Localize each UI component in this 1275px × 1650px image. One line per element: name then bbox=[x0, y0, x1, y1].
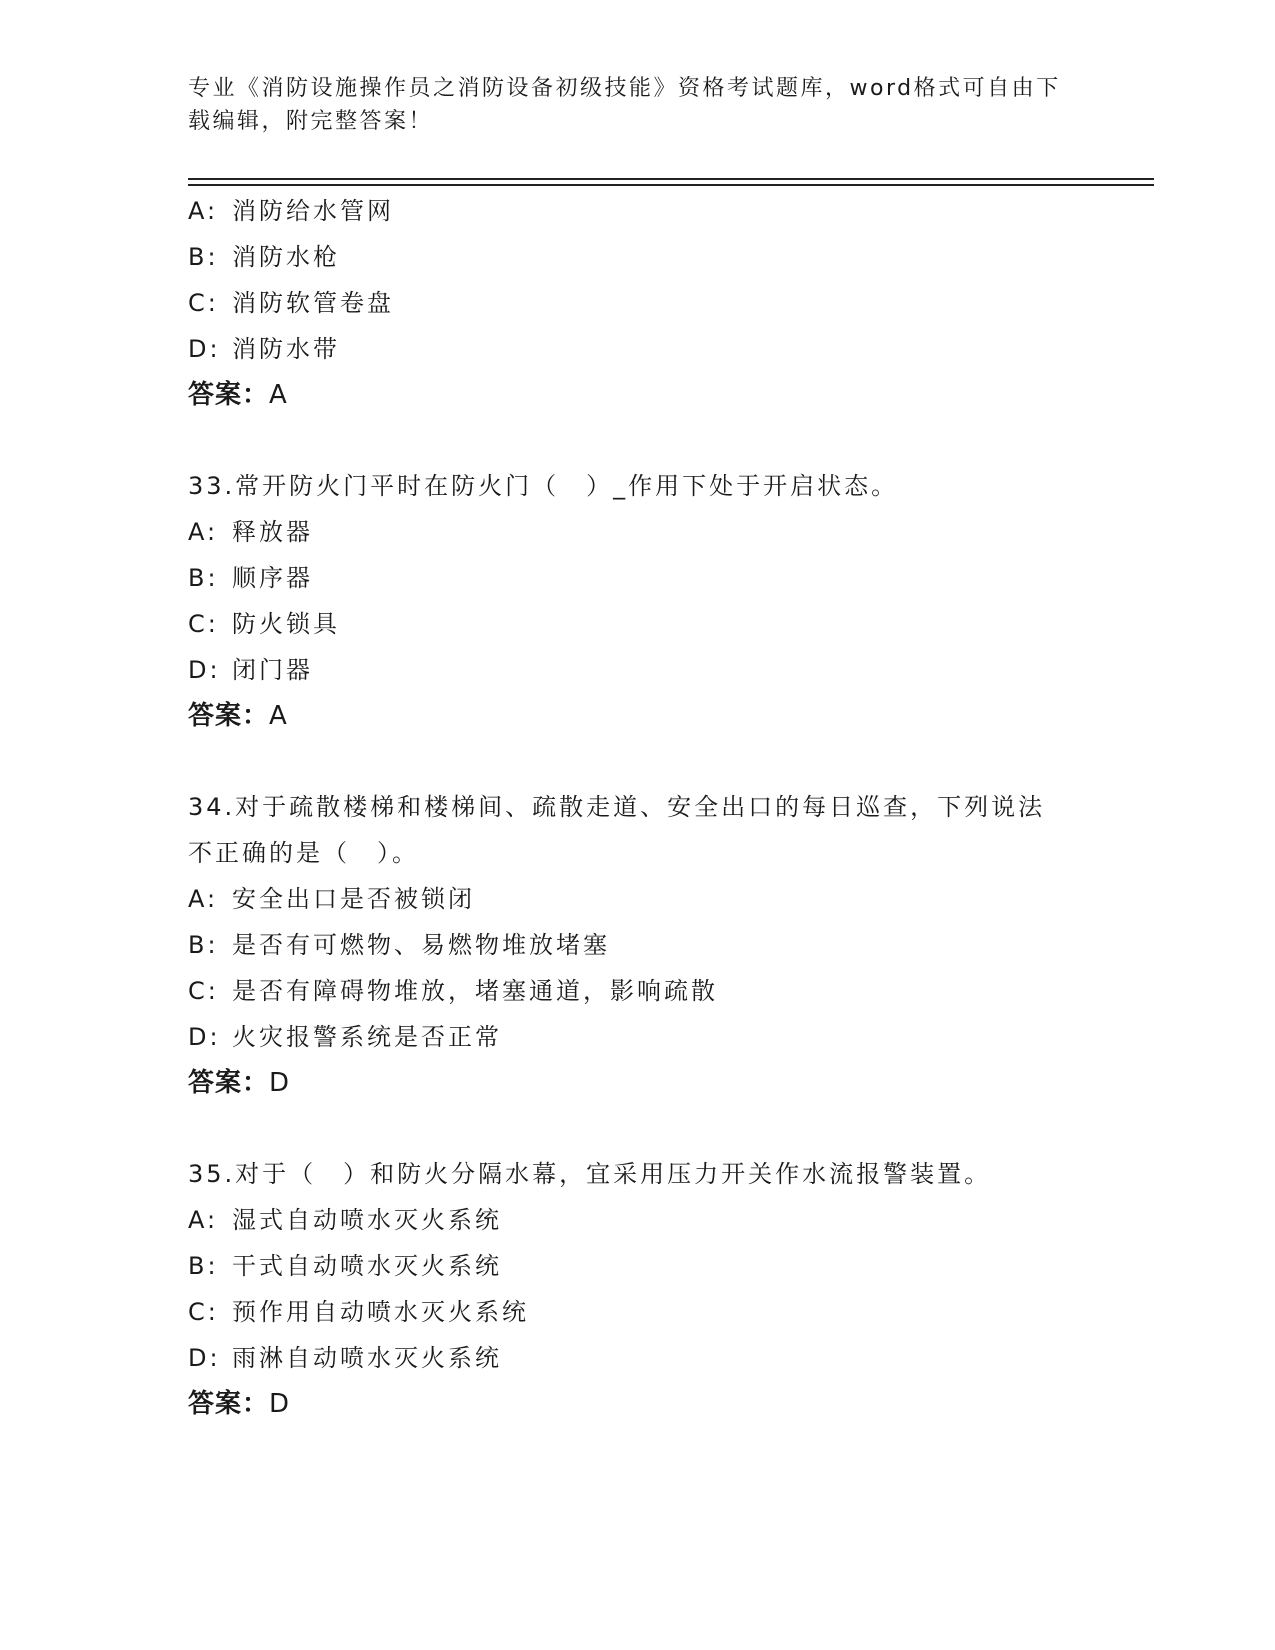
header-line-2: 载编辑，附完整答案！ bbox=[188, 109, 434, 134]
option-key: C: bbox=[188, 1298, 219, 1326]
option-a bbox=[188, 509, 1088, 555]
answer-line bbox=[188, 372, 1088, 418]
header-line-1: 专业《消防设施操作员之消防设备初级技能》资格考试题库，word格式可自由下 bbox=[188, 76, 1061, 101]
answer-label: 答案： bbox=[188, 1389, 270, 1419]
answer-line bbox=[188, 1060, 1088, 1106]
option-text: 湿式自动喷水灭火系统 bbox=[232, 1206, 502, 1234]
option-text: 消防给水管网 bbox=[232, 197, 394, 225]
option-d bbox=[188, 326, 1088, 372]
option-key: A: bbox=[188, 1206, 219, 1234]
option-key: A: bbox=[188, 518, 219, 546]
option-key: C: bbox=[188, 610, 219, 638]
option-d bbox=[188, 647, 1088, 693]
option-text: 消防水枪 bbox=[232, 243, 340, 271]
answer-value: A bbox=[269, 701, 288, 731]
option-key: B: bbox=[188, 243, 219, 271]
option-text: 干式自动喷水灭火系统 bbox=[232, 1252, 502, 1280]
option-a bbox=[188, 876, 1088, 922]
option-text: 是否有障碍物堆放，堵塞通道，影响疏散 bbox=[232, 977, 718, 1005]
option-key: B: bbox=[188, 564, 219, 592]
question-block-prev bbox=[188, 188, 1088, 418]
answer-label: 答案： bbox=[188, 701, 270, 731]
option-text: 是否有可燃物、易燃物堆放堵塞 bbox=[232, 931, 610, 959]
question-list bbox=[188, 188, 1088, 1427]
question-stem: 34.对于疏散楼梯和楼梯间、疏散走道、安全出口的每日巡查，下列说法不正确的是（ ）。 bbox=[188, 793, 1046, 867]
question-stem: 33.常开防火门平时在防火门（ ）_作用下处于开启状态。 bbox=[188, 472, 899, 500]
answer-line bbox=[188, 693, 1088, 739]
question-block-35 bbox=[188, 1151, 1088, 1427]
option-a bbox=[188, 1197, 1088, 1243]
question-block-34 bbox=[188, 784, 1088, 1106]
option-c bbox=[188, 1289, 1088, 1335]
option-key: D: bbox=[188, 656, 221, 684]
option-text: 消防水带 bbox=[232, 335, 340, 363]
answer-label: 答案： bbox=[188, 380, 270, 410]
option-key: B: bbox=[188, 931, 219, 959]
question-stem: 35.对于（ ）和防火分隔水幕，宜采用压力开关作水流报警装置。 bbox=[188, 1160, 992, 1188]
option-text: 安全出口是否被锁闭 bbox=[232, 885, 475, 913]
option-key: C: bbox=[188, 977, 219, 1005]
option-d bbox=[188, 1014, 1088, 1060]
document-header bbox=[188, 72, 1068, 138]
option-a bbox=[188, 188, 1088, 234]
option-text: 闭门器 bbox=[232, 656, 313, 684]
option-text: 火灾报警系统是否正常 bbox=[232, 1023, 502, 1051]
question-block-33 bbox=[188, 463, 1088, 739]
answer-value: D bbox=[269, 1389, 291, 1419]
option-text: 防火锁具 bbox=[232, 610, 340, 638]
answer-value: A bbox=[269, 380, 288, 410]
answer-label: 答案： bbox=[188, 1068, 270, 1098]
option-text: 消防软管卷盘 bbox=[232, 289, 394, 317]
option-c bbox=[188, 601, 1088, 647]
option-b bbox=[188, 1243, 1088, 1289]
option-key: B: bbox=[188, 1252, 219, 1280]
option-key: D: bbox=[188, 1023, 221, 1051]
option-text: 预作用自动喷水灭火系统 bbox=[232, 1298, 529, 1326]
option-text: 顺序器 bbox=[232, 564, 313, 592]
header-divider-top bbox=[188, 178, 1154, 180]
answer-value: D bbox=[269, 1068, 291, 1098]
option-key: A: bbox=[188, 197, 219, 225]
option-b bbox=[188, 234, 1088, 280]
option-key: C: bbox=[188, 289, 219, 317]
option-b bbox=[188, 922, 1088, 968]
option-key: A: bbox=[188, 885, 219, 913]
option-b bbox=[188, 555, 1088, 601]
option-text: 雨淋自动喷水灭火系统 bbox=[232, 1344, 502, 1372]
answer-line bbox=[188, 1381, 1088, 1427]
option-key: D: bbox=[188, 335, 221, 363]
option-c bbox=[188, 968, 1088, 1014]
option-key: D: bbox=[188, 1344, 221, 1372]
header-divider-bottom bbox=[188, 184, 1154, 186]
option-c bbox=[188, 280, 1088, 326]
option-d bbox=[188, 1335, 1088, 1381]
option-text: 释放器 bbox=[232, 518, 313, 546]
